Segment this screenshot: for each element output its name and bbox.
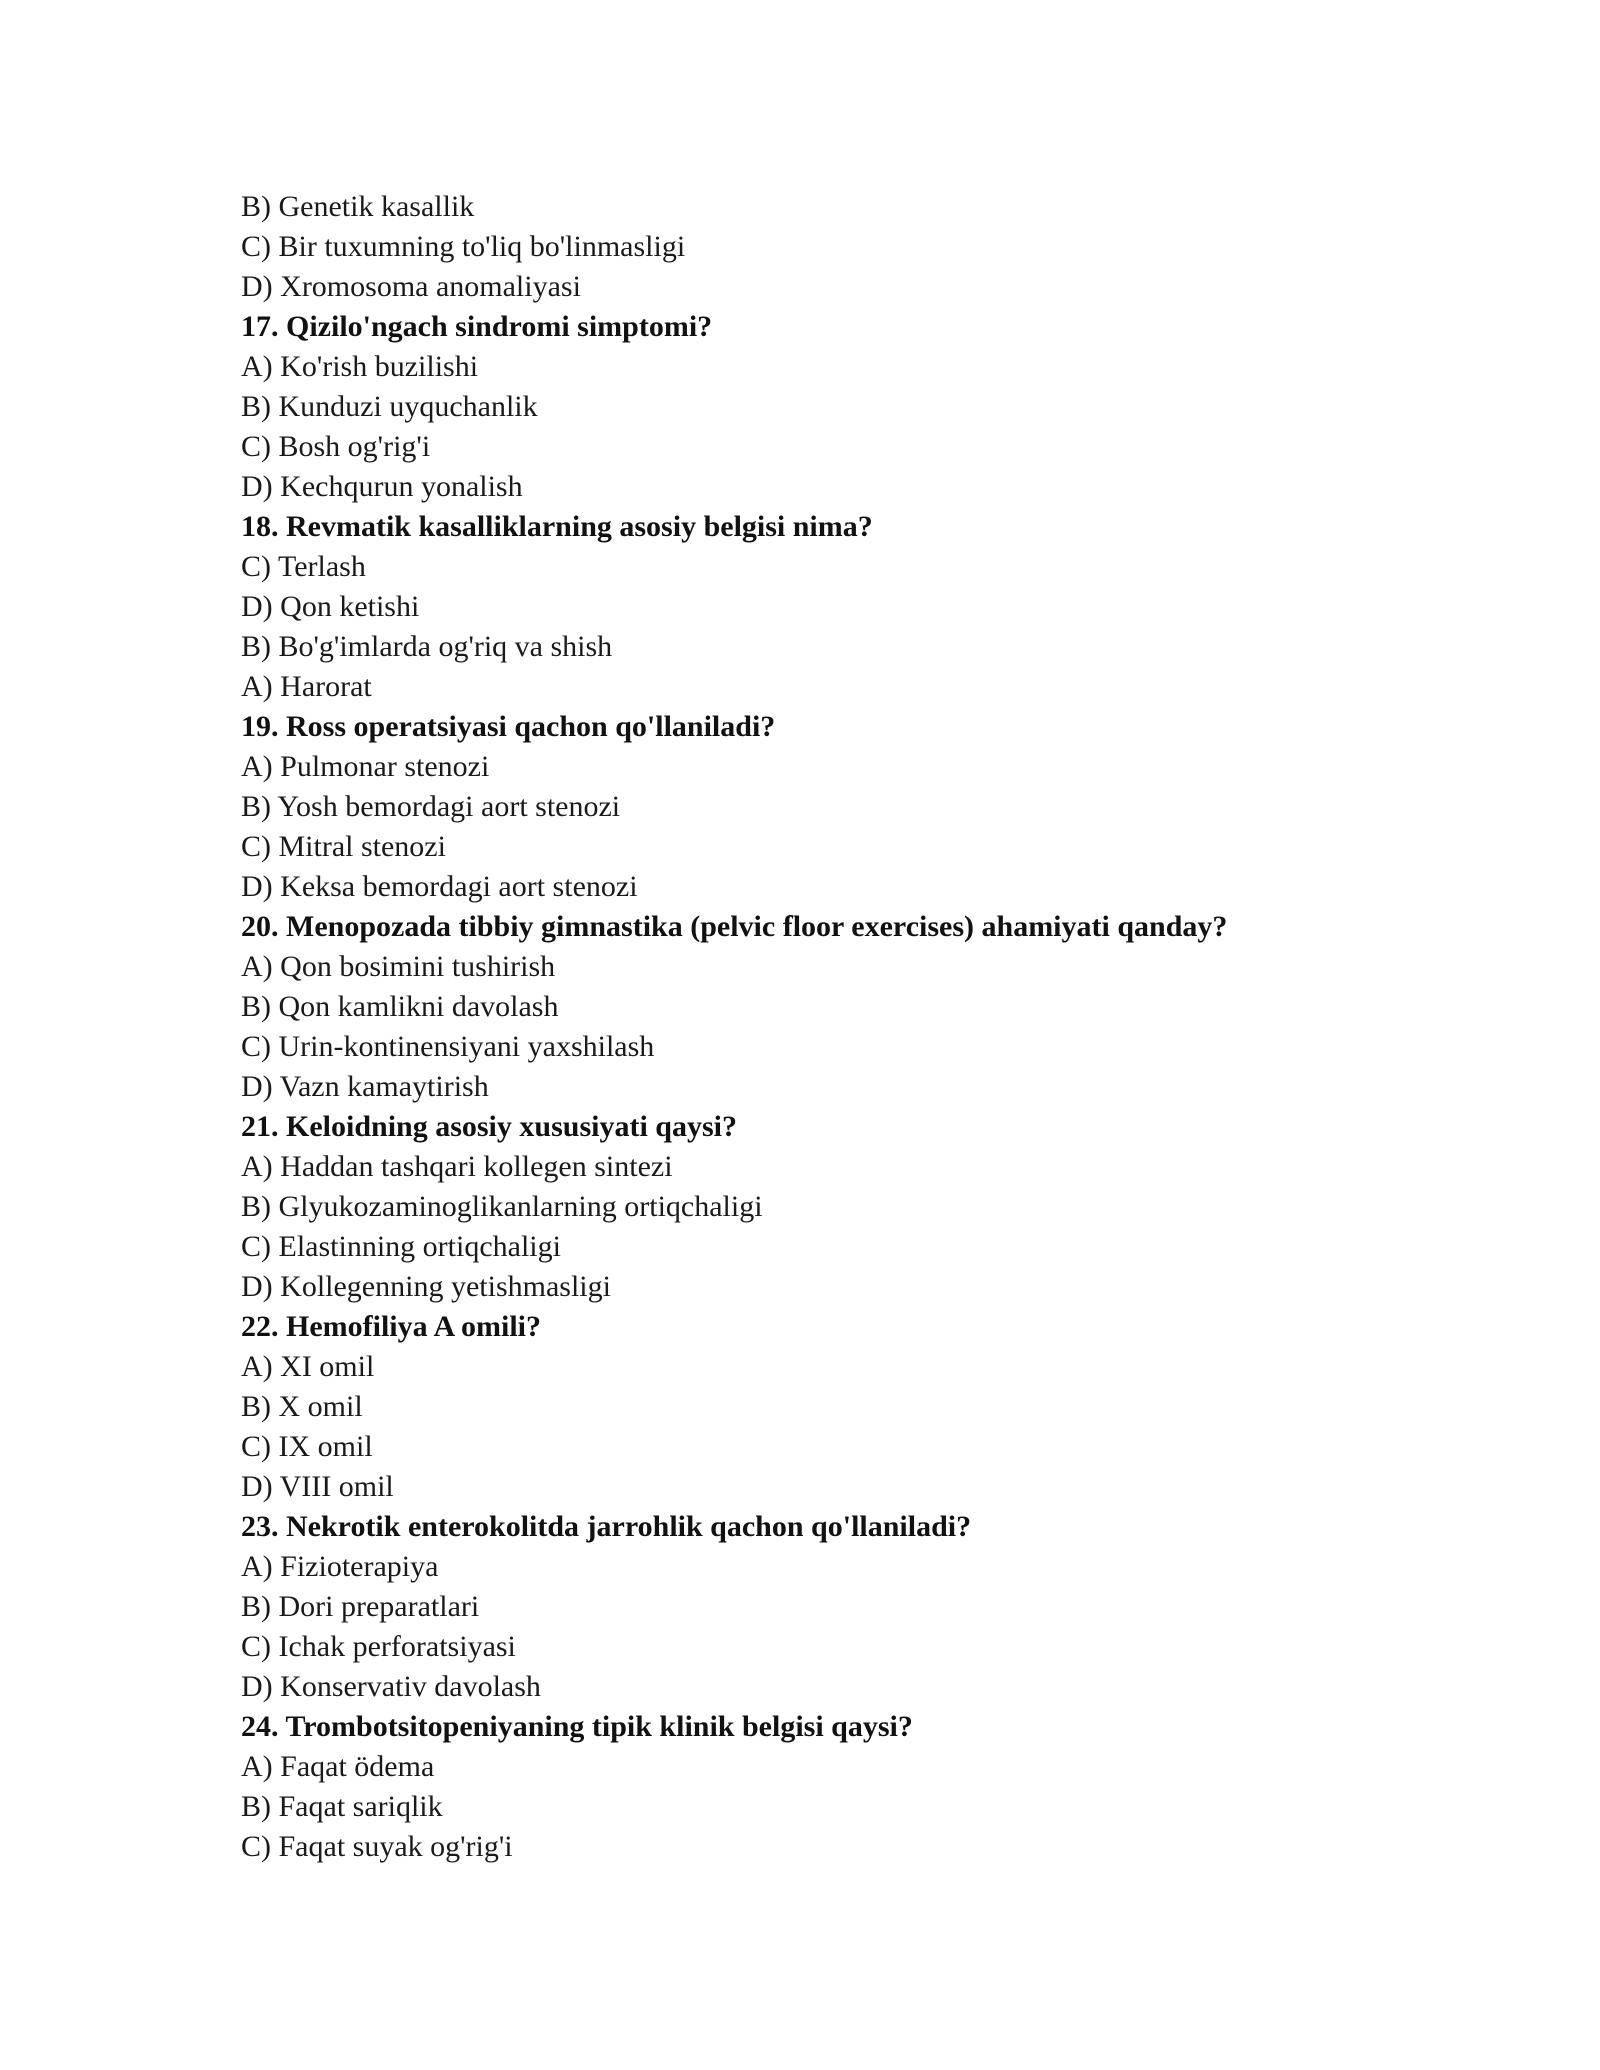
- option-line: A) Haddan tashqari kollegen sintezi: [241, 1150, 673, 1183]
- question-heading: 22. Hemofiliya A omili?: [241, 1310, 541, 1343]
- question-heading: 17. Qizilo'ngach sindromi simptomi?: [241, 310, 713, 343]
- option-line: A) Pulmonar stenozi: [241, 750, 490, 783]
- option-line: D) Konservativ davolash: [241, 1670, 541, 1703]
- option-line: B) Dori preparatlari: [241, 1590, 480, 1623]
- question-heading: 23. Nekrotik enterokolitda jarrohlik qachon qo'llaniladi?: [241, 1510, 972, 1543]
- option-line: C) Ichak perforatsiyasi: [241, 1630, 516, 1663]
- option-line: D) Kechqurun yonalish: [241, 470, 523, 503]
- option-line: C) Bir tuxumning to'liq bo'linmasligi: [241, 230, 686, 263]
- option-line: D) Vazn kamaytirish: [241, 1070, 489, 1103]
- option-line: A) Fizioterapiya: [241, 1550, 439, 1583]
- option-line: B) Bo'g'imlarda og'riq va shish: [241, 630, 613, 663]
- option-line: D) Kollegenning yetishmasligi: [241, 1270, 611, 1303]
- option-line: B) Glyukozaminoglikanlarning ortiqchaligi: [241, 1190, 763, 1223]
- quiz-content: [241, 187, 1391, 1867]
- option-line: C) IX omil: [241, 1430, 373, 1463]
- option-line: B) Qon kamlikni davolash: [241, 990, 559, 1023]
- option-line: C) Faqat suyak og'rig'i: [241, 1830, 513, 1863]
- option-line: A) Qon bosimini tushirish: [241, 950, 556, 983]
- option-line: A) Faqat ödema: [241, 1750, 435, 1783]
- question-heading: 20. Menopozada tibbiy gimnastika (pelvic floor exercises) ahamiyati qanday?: [241, 910, 1228, 943]
- option-line: C) Urin-kontinensiyani yaxshilash: [241, 1030, 655, 1063]
- option-line: B) Yosh bemordagi aort stenozi: [241, 790, 621, 823]
- question-heading: 21. Keloidning asosiy xususiyati qaysi?: [241, 1110, 737, 1143]
- option-line: A) Harorat: [241, 670, 372, 703]
- question-heading: 24. Trombotsitopeniyaning tipik klinik belgisi qaysi?: [241, 1710, 913, 1743]
- option-line: B) Genetik kasallik: [241, 190, 475, 223]
- option-line: B) X omil: [241, 1390, 363, 1423]
- question-heading: 19. Ross operatsiyasi qachon qo'llaniladi?: [241, 710, 776, 743]
- option-line: C) Elastinning ortiqchaligi: [241, 1230, 561, 1263]
- option-line: D) Xromosoma anomaliyasi: [241, 270, 581, 303]
- option-line: D) Qon ketishi: [241, 590, 420, 623]
- option-line: C) Mitral stenozi: [241, 830, 446, 863]
- option-line: A) Ko'rish buzilishi: [241, 350, 479, 383]
- option-line: C) Bosh og'rig'i: [241, 430, 431, 463]
- question-heading: 18. Revmatik kasalliklarning asosiy belgisi nima?: [241, 510, 873, 543]
- option-line: D) Keksa bemordagi aort stenozi: [241, 870, 638, 903]
- option-line: C) Terlash: [241, 550, 366, 583]
- option-line: B) Kunduzi uyquchanlik: [241, 390, 538, 423]
- option-line: A) XI omil: [241, 1350, 375, 1383]
- option-line: B) Faqat sariqlik: [241, 1790, 443, 1823]
- option-line: D) VIII omil: [241, 1470, 394, 1503]
